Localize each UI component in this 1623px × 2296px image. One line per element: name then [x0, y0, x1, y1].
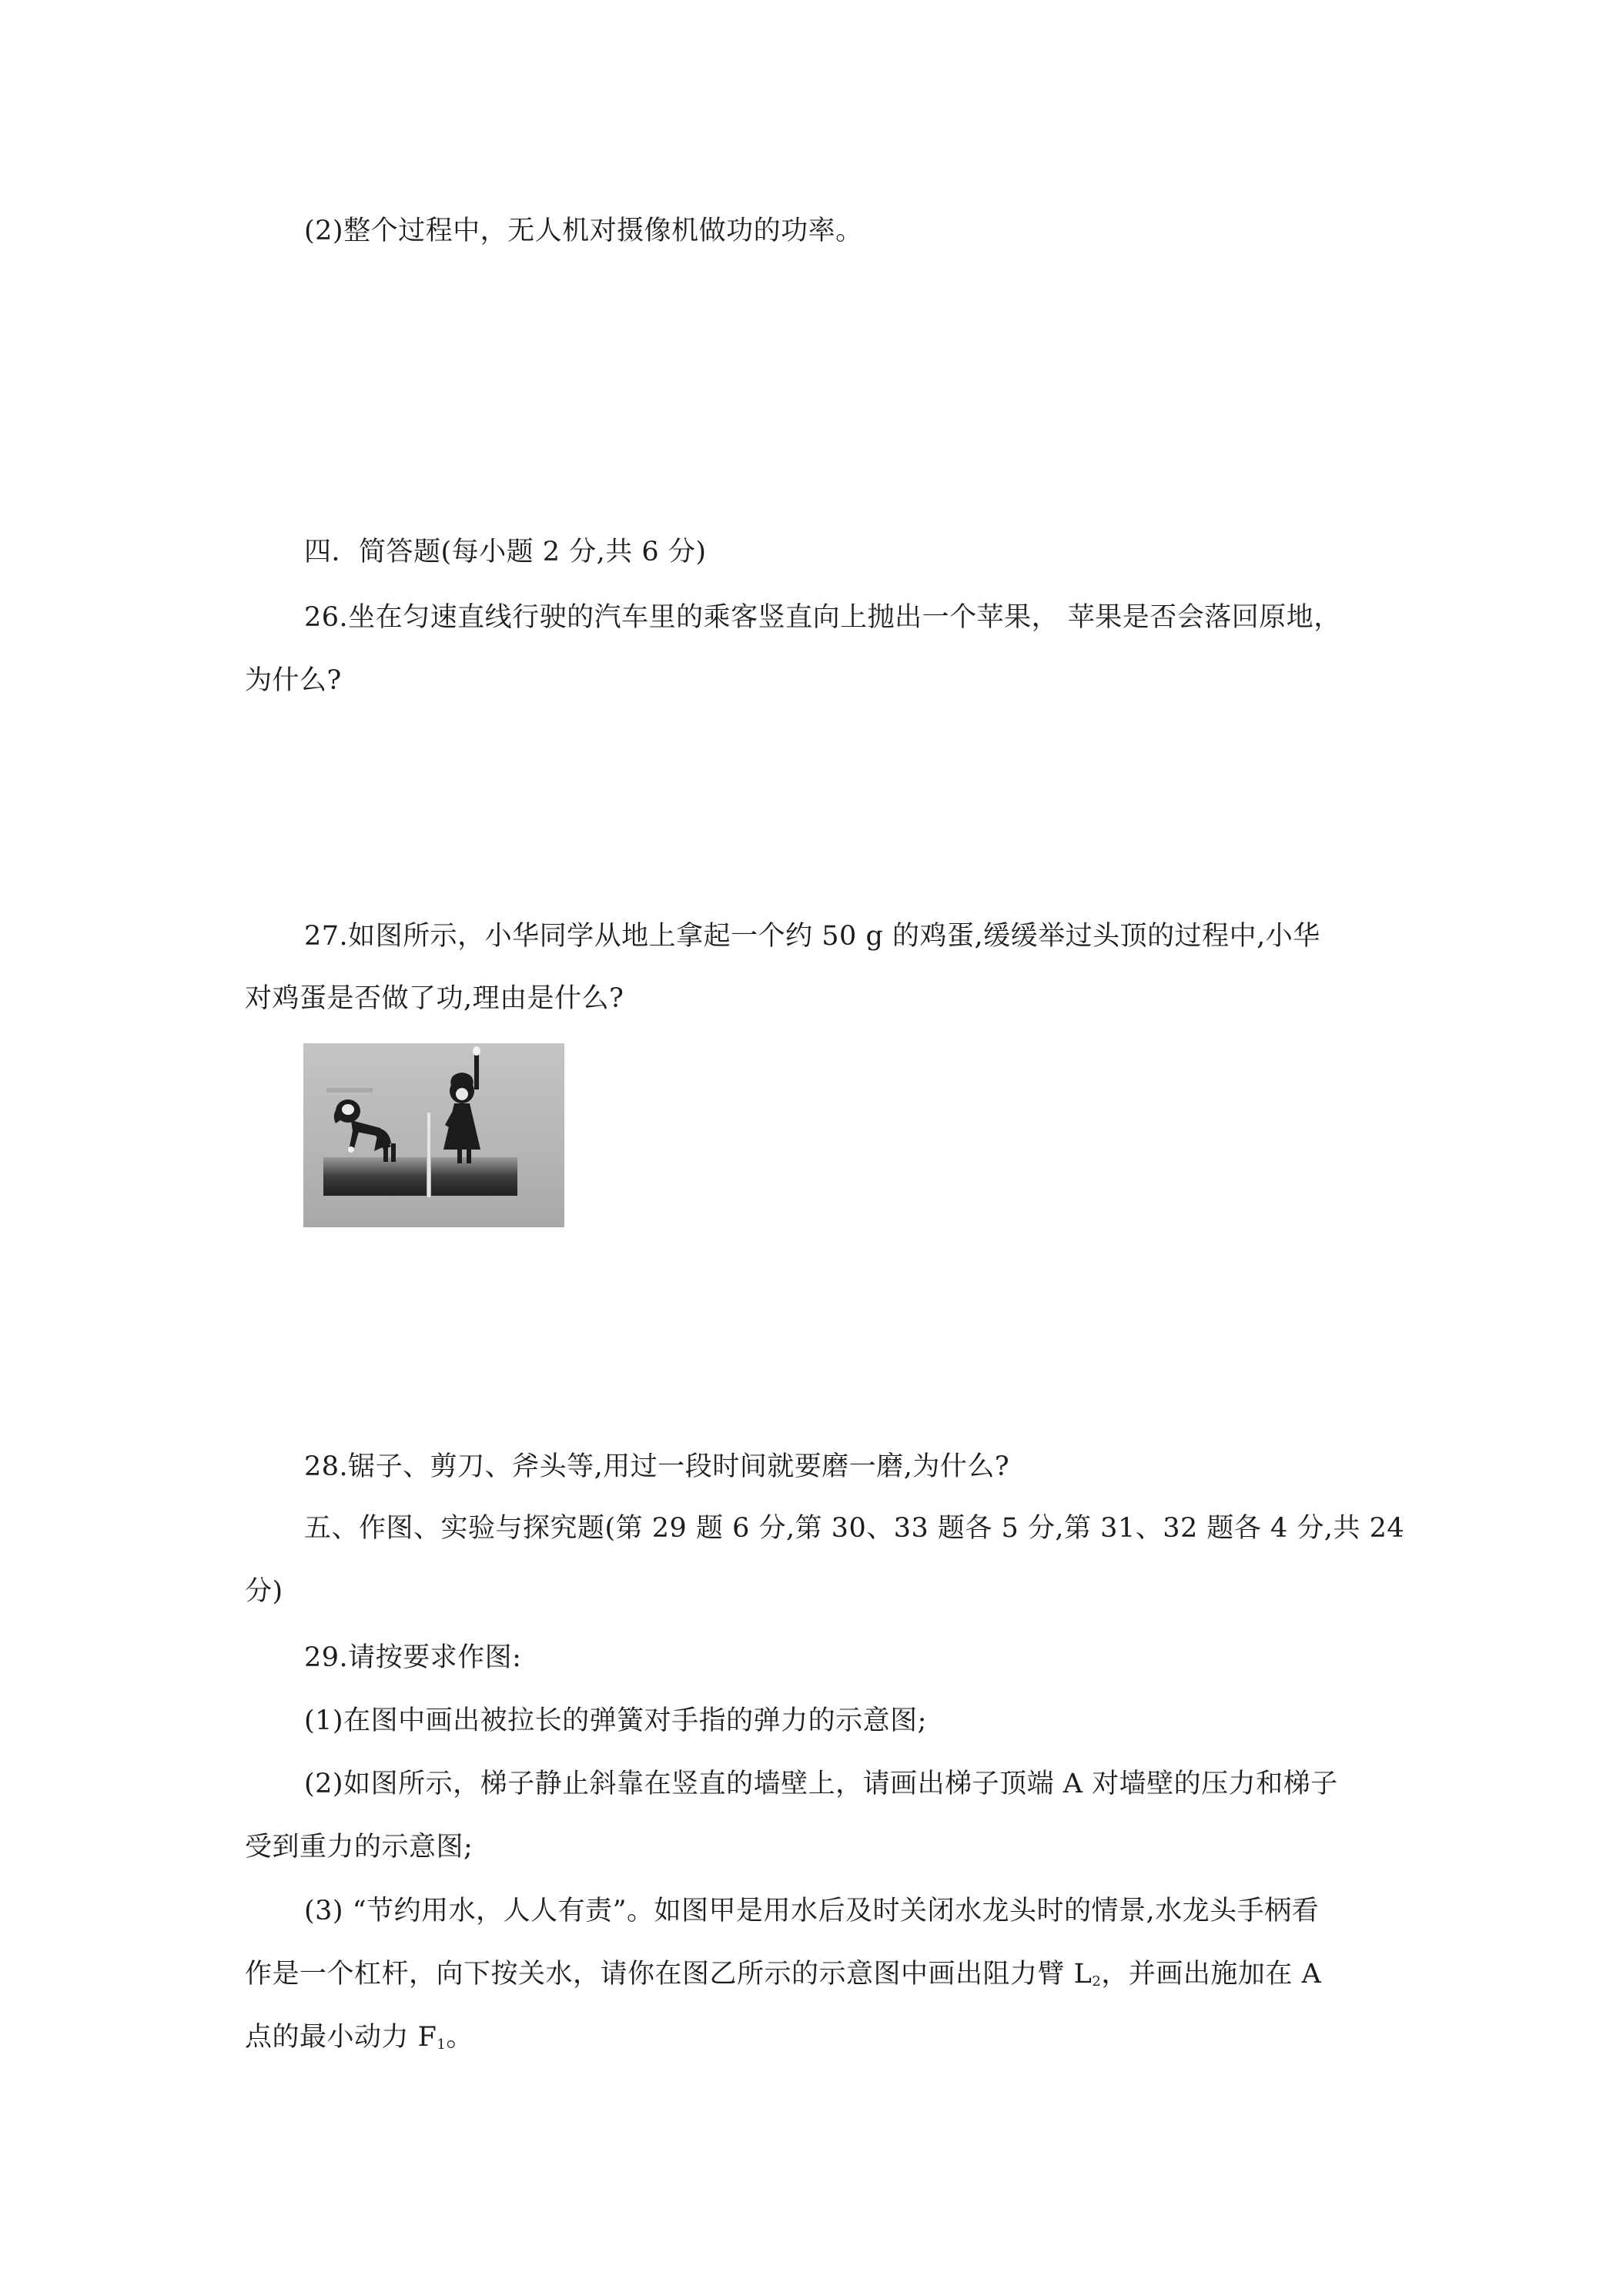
q28: 28.锯子、剪刀、斧头等,用过一段时间就要磨一磨,为什么?: [304, 1451, 1010, 1482]
q29-part3-line2: [245, 1956, 1321, 1993]
q29-part3-line3-tail: 。: [446, 2022, 474, 2053]
q29-part3-line2-text: 作是一个杠杆，向下按关水，请你在图乙所示的示意图中画出阻力臂 L: [245, 1959, 1093, 1990]
q29-part2-line2: 受到重力的示意图;: [245, 1832, 474, 1863]
q29-part2-line1: (2)如图所示，梯子静止斜靠在竖直的墙壁上，请画出梯子顶端 A 对墙壁的压力和梯子: [304, 1769, 1338, 1799]
section5-line1: 五、作图、实验与探究题(第 29 题 6 分,第 30、33 题各 5 分,第 31、32 题各 4 分,共 24: [304, 1513, 1405, 1544]
q29-part3-line2-tail: ，并画出施加在 A: [1101, 1959, 1322, 1990]
q27-line2: 对鸡蛋是否做了功,理由是什么?: [245, 983, 624, 1014]
subscript-1: 1: [437, 2037, 447, 2053]
q29-part3-line3: [245, 2019, 474, 2056]
girl-lifting-egg-icon: [303, 1043, 564, 1227]
section5-line2: 分): [245, 1576, 283, 1607]
q29-part3-line3-text: 点的最小动力 F: [245, 2022, 437, 2053]
q26-line1: 26.坐在匀速直线行驶的汽车里的乘客竖直向上抛出一个苹果， 苹果是否会落回原地，: [304, 602, 1341, 633]
q25-part2: (2)整个过程中，无人机对摄像机做功的功率。: [304, 216, 863, 246]
q26-line2: 为什么?: [245, 665, 342, 696]
q27-line1: 27.如图所示，小华同学从地上拿起一个约 50 g 的鸡蛋,缓缓举过头顶的过程中,小华: [304, 921, 1320, 952]
q29-part3-line1: (3) “节约用水，人人有责”。如图甲是用水后及时关闭水龙头时的情景,水龙头手柄看: [304, 1896, 1320, 1926]
section4-title: 四．简答题(每小题 2 分,共 6 分): [304, 537, 707, 567]
subscript-2: 2: [1092, 1973, 1102, 1990]
girl-lifting-egg-figure: [303, 1043, 564, 1227]
q29-title: 29.请按要求作图:: [304, 1642, 522, 1673]
q29-part1: (1)在图中画出被拉长的弹簧对手指的弹力的示意图;: [304, 1705, 927, 1736]
